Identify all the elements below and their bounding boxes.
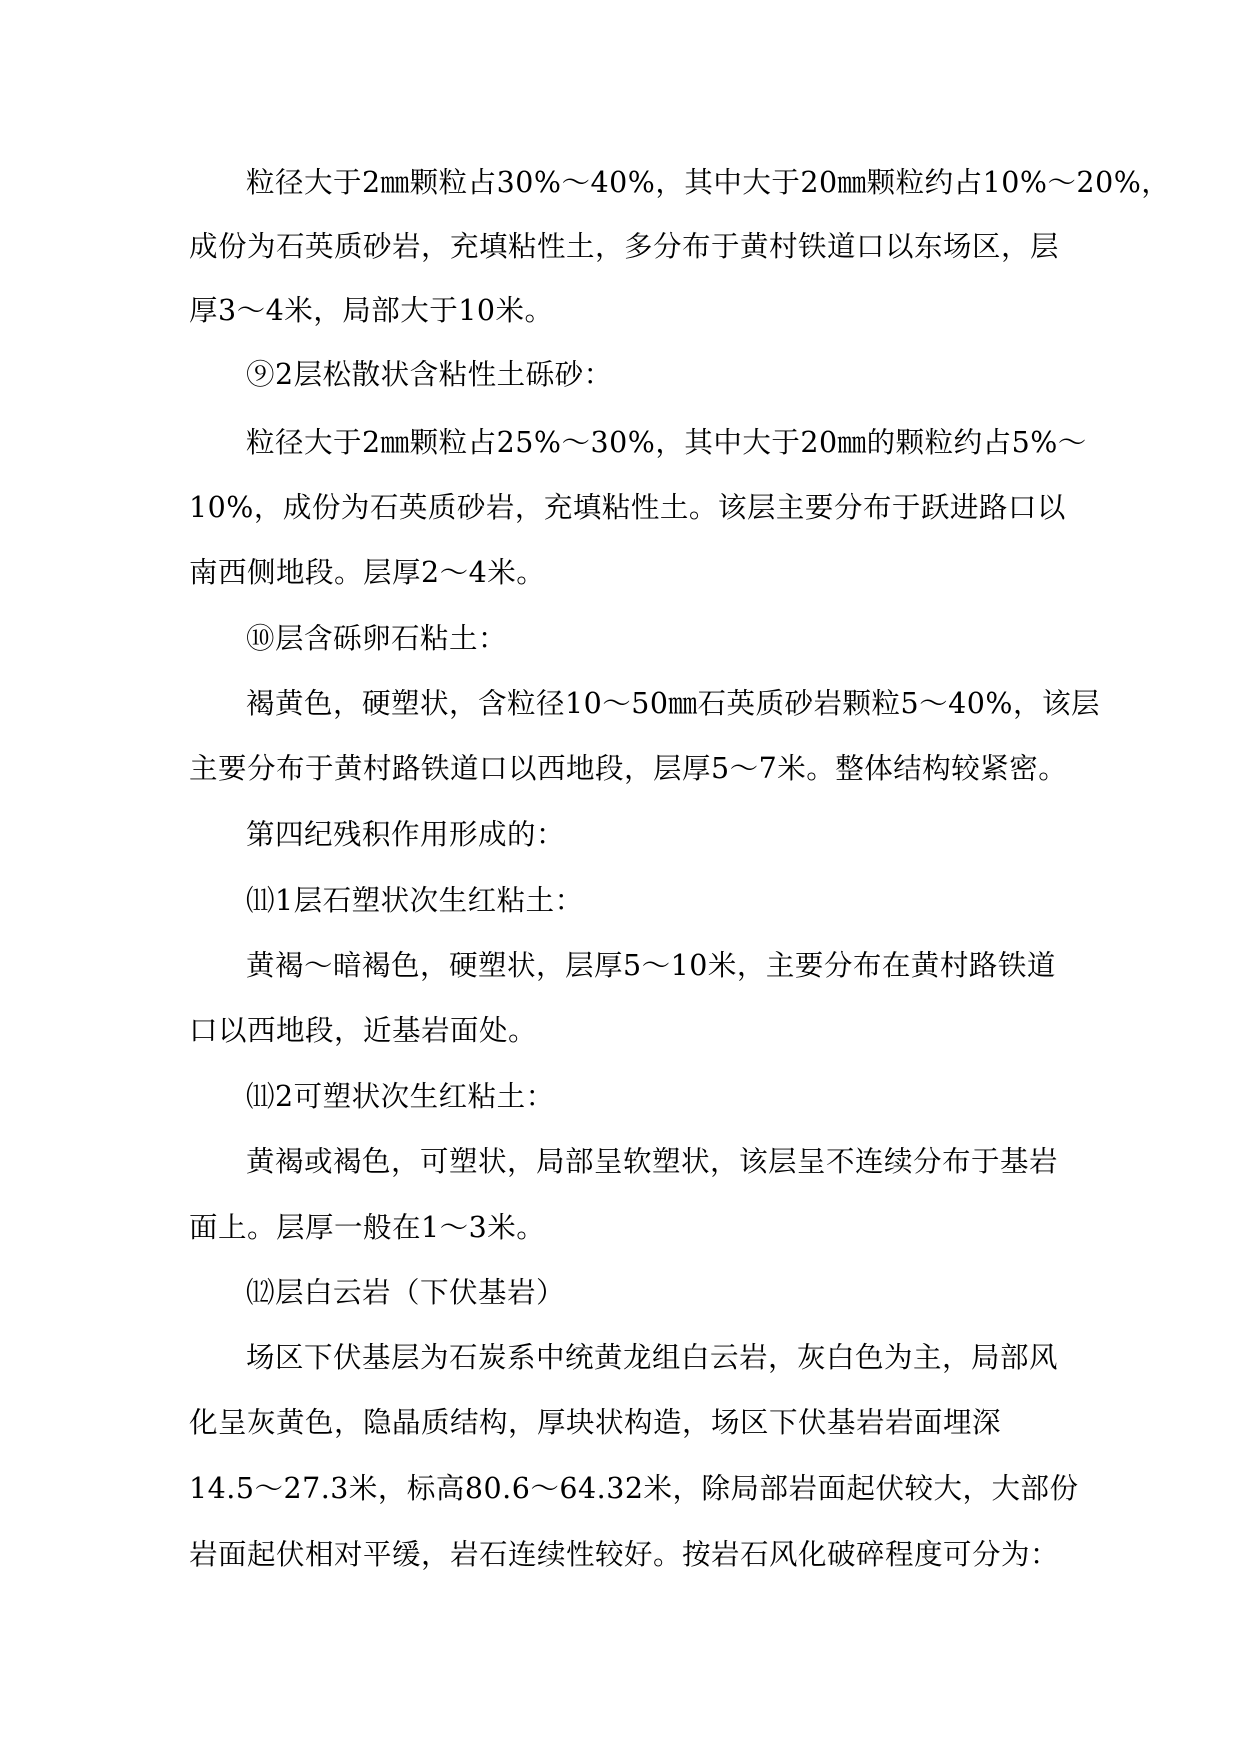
heading-line: ⑨2层松散状含粘性土砾砂：: [246, 358, 613, 391]
text-line: 第四纪残积作用形成的：: [246, 818, 566, 851]
text-line: 厚3～4米，局部大于10米。: [189, 294, 554, 327]
text-line: 褐黄色，硬塑状，含粒径10～50㎜石英质砂岩颗粒5～40%，该层: [246, 687, 1101, 720]
text-line: 黄褐或褐色，可塑状，局部呈软塑状，该层呈不连续分布于基岩: [246, 1145, 1059, 1178]
text-line: 场区下伏基层为石炭系中统黄龙组白云岩，灰白色为主，局部风: [246, 1341, 1059, 1374]
text-line: 14.5～27.3米，标高80.6～64.32米，除局部岩面起伏较大，大部份: [189, 1472, 1079, 1505]
heading-line: ⑩层含砾卵石粘土：: [246, 622, 508, 655]
text-line: 化呈灰黄色，隐晶质结构，厚块状构造，场区下伏基岩岩面埋深: [189, 1406, 1002, 1439]
text-line: 粒径大于2㎜颗粒占30%～40%，其中大于20㎜颗粒约占10%～20%，: [246, 166, 1171, 199]
text-line: 黄褐～暗褐色，硬塑状，层厚5～10米，主要分布在黄村路铁道: [246, 949, 1056, 982]
text-line: 口以西地段，近基岩面处。: [189, 1014, 538, 1047]
heading-line: ⑿层白云岩（下伏基岩）: [246, 1276, 566, 1309]
heading-line: ⑾1层石塑状次生红粘土：: [246, 884, 584, 917]
text-line: 面上。层厚一般在1～3米。: [189, 1211, 546, 1244]
text-line: 南西侧地段。层厚2～4米。: [189, 556, 546, 589]
text-line: 主要分布于黄村路铁道口以西地段，层厚5～7米。整体结构较紧密。: [189, 752, 1068, 785]
text-line: 10%，成份为石英质砂岩，充填粘性土。该层主要分布于跃进路口以: [189, 491, 1066, 524]
text-line: 岩面起伏相对平缓，岩石连续性较好。按岩石风化破碎程度可分为：: [189, 1538, 1060, 1571]
heading-line: ⑾2可塑状次生红粘土：: [246, 1080, 555, 1113]
text-line: 粒径大于2㎜颗粒占25%～30%，其中大于20㎜的颗粒约占5%～: [246, 426, 1087, 459]
text-line: 成份为石英质砂岩，充填粘性土，多分布于黄村铁道口以东场区，层: [189, 230, 1060, 263]
